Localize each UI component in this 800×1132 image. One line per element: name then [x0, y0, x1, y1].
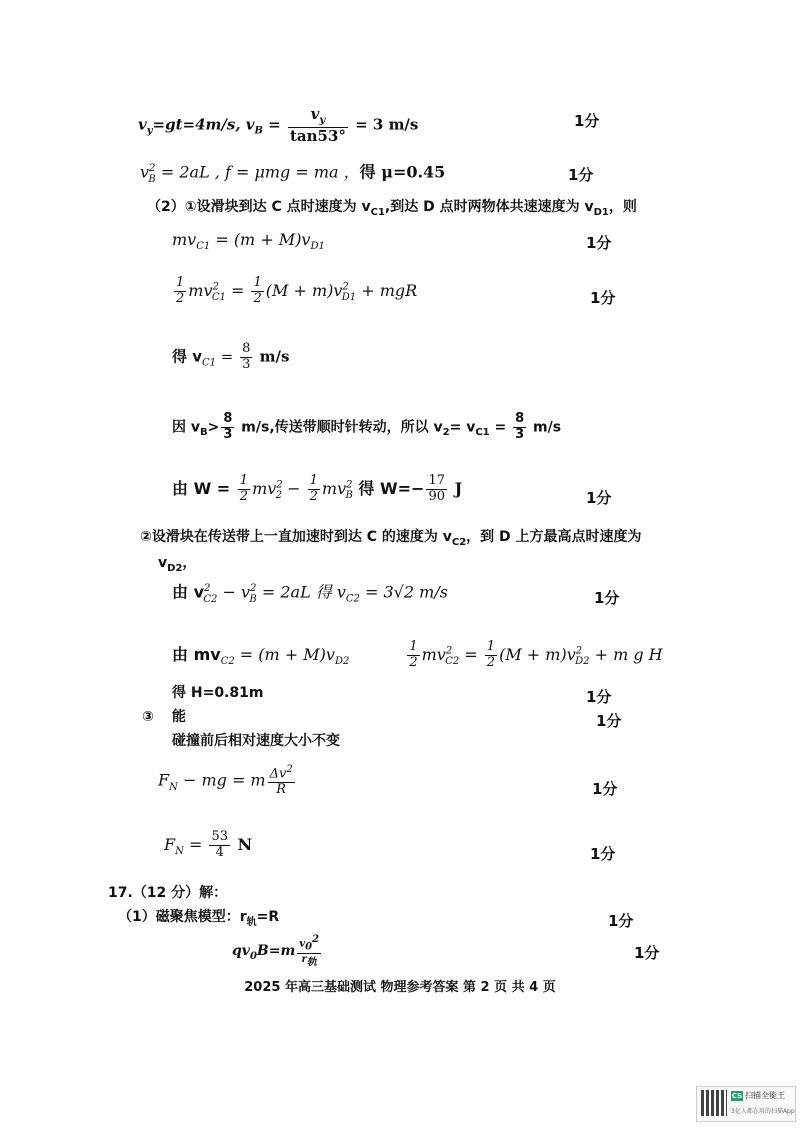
score-1: 1分	[574, 112, 600, 130]
score-20: 1分	[634, 944, 660, 962]
part2-sub2-intro: ②设滑块在传送带上一直加速时到达 C 的速度为 $v_{C2}$，到 D 上方最高点时速度为	[140, 529, 642, 548]
magnetic-focus-model: （1）磁聚焦模型：$r_轨=R$	[118, 909, 280, 928]
score-14: 1分	[596, 712, 622, 730]
part2-intro: （2）①设滑块到达 C 点时速度为 $v_{C1}$,到达 D 点时两物体共速速度为 $v_{D1}$，则	[147, 199, 637, 218]
score-13: 1分	[586, 688, 612, 706]
energy-eq-1: $\frac{1}{2}$ $mv^2_{C1}$ = $\frac{1}{2}$ $(M + m)v^2_{D1}$ + mgR	[176, 275, 418, 306]
score-2: 1分	[568, 166, 594, 184]
page-footer: 2025 年高三基础测试 物理参考答案 第 2 页 共 4 页	[244, 980, 556, 995]
part2-sub2-intro-cont: $v_{D2}$，	[158, 555, 197, 574]
score-5: 1分	[590, 289, 616, 307]
formula-friction: $v^2_B = 2aL$ , f = μmg = ma ，得 μ=0.45	[140, 162, 446, 185]
question-17-heading: 17.（12 分）解：	[108, 885, 228, 901]
work-eq: 由 W = $\frac{1}{2}$ $mv^2_2$ − $\frac{1}{2}$ $mv^2_B$ 得 W=− $\frac{17}{90}$ J	[172, 473, 463, 504]
badge-subtitle: 3亿人都在用的扫描App	[731, 1108, 795, 1115]
collision-note: 碰撞前后相对速度大小不变	[172, 733, 340, 749]
score-11: 1分	[594, 589, 620, 607]
score-19: 1分	[608, 912, 634, 930]
scanner-watermark	[696, 1086, 796, 1122]
qr-code-icon	[701, 1090, 727, 1116]
lorentz-force-eq: $qv_0B=m$ $\frac{v_0^2}{r_轨}$	[232, 934, 320, 968]
part3-answer: ③ 能	[142, 709, 186, 725]
momentum-eq-1: $mv_{C1} = (m + M)v_{D1}$	[172, 230, 325, 253]
score-17: 1分	[590, 845, 616, 863]
score-16: 1分	[592, 780, 618, 798]
normal-force-eq: $F_N$ − mg = m $\frac{\Delta v^2}{R}$	[158, 764, 293, 798]
momentum-energy-eq-2: 由 $mv_{C2} = (m + M)v_{D2}$ $\frac{1}{2}$ $mv^2_{C2}$ = $\frac{1}{2}$ $(M + m)v^2_{D2} + m$ g H	[172, 639, 663, 670]
result-H: 得 H=0.81m	[172, 685, 264, 701]
belt-direction: 因 $v_B>$ $\frac{8}{3}$ m/s,传送带顺时针转动，所以 $v_2= v_{C1}$ = $\frac{8}{3}$ m/s	[172, 411, 562, 442]
formula-vy-vB: $v_y=gt=4m/s$, $v_B$ = $\frac{v_y}{\tan 53^\circ}$ = 3 m/s	[138, 105, 419, 145]
badge-title: 扫描全能王	[745, 1091, 785, 1100]
camscanner-logo-icon: CS	[731, 1092, 743, 1100]
score-4: 1分	[586, 234, 612, 252]
score-8: 1分	[586, 489, 612, 507]
normal-force-result: $F_N$ = $\frac{53}{4}$ N	[164, 829, 253, 860]
result-vC1: 得 $v_{C1}$ = $\frac{8}{3}$ m/s	[172, 341, 290, 372]
kinematics-vC2: 由 $v^2_{C2} - v^2_B = 2aL$ 得 $v_{C2} = 3√2$ m/s	[172, 582, 448, 605]
